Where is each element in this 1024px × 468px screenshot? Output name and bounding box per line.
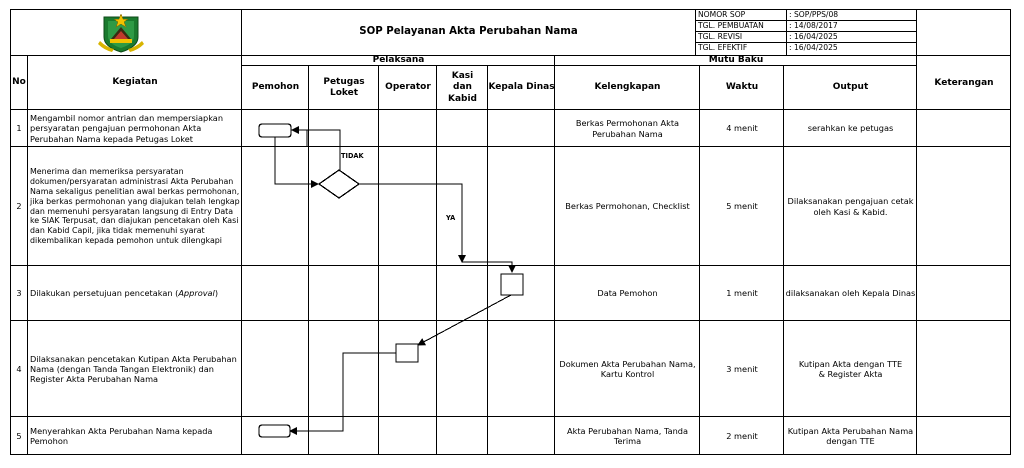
row-2-kelengkapan: Berkas Permohonan, Checklist [565,201,690,212]
meta-value-efektif: : 16/04/2025 [789,43,838,52]
row-4-output: Kutipan Akta dengan TTE & Register Akta [798,358,903,379]
row-1-output: serahkan ke petugas [807,123,894,134]
col-header-no: No [12,77,26,88]
row-2-kegiatan: Menerima dan memeriksa persyaratan dokumen/persyaratan administrasi Akta Perubahan Nama sekaligus penelitian awal berkas permohonan, jika berkas permohonan yang diajukan telah lengkap dan memenuhi persyaratan langsung di Entry Data ke SIAK Terpusat, dan diajukan pencetakan oleh Kasi dan Kabid Capil, jika tidak memenuhi syarat dikembalikan kepada pemohon untuk dilengkapi [30,167,240,246]
meta-value-nomor: : SOP/PPS/08 [789,10,839,19]
flow-label-ya: YA [446,214,456,222]
row-1-waktu: 4 menit [726,123,758,134]
col-group-mutu-baku: Mutu Baku [708,55,764,66]
page-title: SOP Pelayanan Akta Perubahan Nama [359,26,578,38]
col-header-waktu: Waktu [725,82,759,93]
col-header-operator: Operator [385,82,431,93]
col-header-kasi-kabid: Kasi dan Kabid [447,71,478,104]
col-header-keterangan: Keterangan [934,78,994,88]
meta-label-nomor: NOMOR SOP [698,10,746,19]
col-header-pemohon: Pemohon [251,82,300,93]
row-4-waktu: 3 menit [726,363,758,374]
flow-process-cetak [396,344,418,362]
row-5-no: 5 [16,430,22,441]
meta-label-efektif: TGL. EFEKTIF [698,43,748,52]
row-5-kegiatan: Menyerahkan Akta Perubahan Nama kepada Pemohon [30,425,213,446]
row-2-waktu: 5 menit [726,201,758,212]
row-2-no: 2 [16,201,22,212]
flow-process-approval [501,274,523,295]
meta-label-pembuatan: TGL. PEMBUATAN [698,21,764,30]
row-5-kelengkapan: Akta Perubahan Nama, Tanda Terima [566,425,689,446]
col-header-petugas-loket: Petugas Loket [323,76,365,98]
flow-arrow-to-operator [418,295,511,345]
col-header-kelengkapan: Kelengkapan [594,82,661,93]
row-3-kelengkapan: Data Pemohon [597,288,658,299]
col-header-output: Output [832,82,869,93]
flow-arrow-tidak [292,130,340,170]
row-4-kegiatan: Dilaksanakan pencetakan Kutipan Akta Perubahan Nama (dengan Tanda Tangan Elektronik) dan Register Akta Perubahan Nama [30,353,237,385]
flow-decision-diamond [319,170,359,198]
row-3-kegiatan-approval: Approval [178,288,215,299]
row-3-kegiatan-text: Dilakukan persetujuan pencetakan ( [30,288,179,299]
row-4-no: 4 [16,363,22,374]
row-5-output: Kutipan Akta Perubahan Nama dengan TTE [787,425,914,446]
flow-label-tidak: TIDAK [341,152,364,160]
row-1-kegiatan: Mengambil nomor antrian dan mempersiapkan persyaratan pengajuan permohonan Akta Perubahan Nama kepada Petugas Loket [30,113,224,144]
meta-label-revisi: TGL. REVISI [698,32,743,41]
flow-arrow-ya [359,184,462,262]
flow-arrow-to-decision [275,137,318,184]
meta-value-pembuatan: : 14/08/2017 [789,21,838,30]
row-1-kelengkapan: Berkas Permohonan Akta Perubahan Nama [575,118,680,139]
col-header-kepala-dinas: Kepala Dinas [488,82,555,93]
row-3-no: 3 [16,288,22,299]
flow-arrow-to-pemohon [290,353,396,431]
row-1-no: 1 [16,123,22,134]
row-3-waktu: 1 menit [726,288,758,299]
row-3-output: dilaksanakan oleh Kepala Dinas [785,288,916,299]
meta-value-revisi: : 16/04/2025 [789,32,838,41]
row-5-waktu: 2 menit [726,430,758,441]
col-group-pelaksana: Pelaksana [372,55,425,66]
flow-end-terminator [259,425,290,437]
row-4-kelengkapan: Dokumen Akta Perubahan Nama, Kartu Kontrol [559,358,696,379]
flow-start-terminator [259,124,291,137]
row-2-output: Dilaksanakan pengajuan cetak oleh Kasi & Kabid. [787,196,914,217]
col-header-kegiatan: Kegiatan [112,77,158,88]
flow-arrow-to-kepala-dinas [462,262,512,272]
row-3-kegiatan-close: ) [214,288,219,299]
